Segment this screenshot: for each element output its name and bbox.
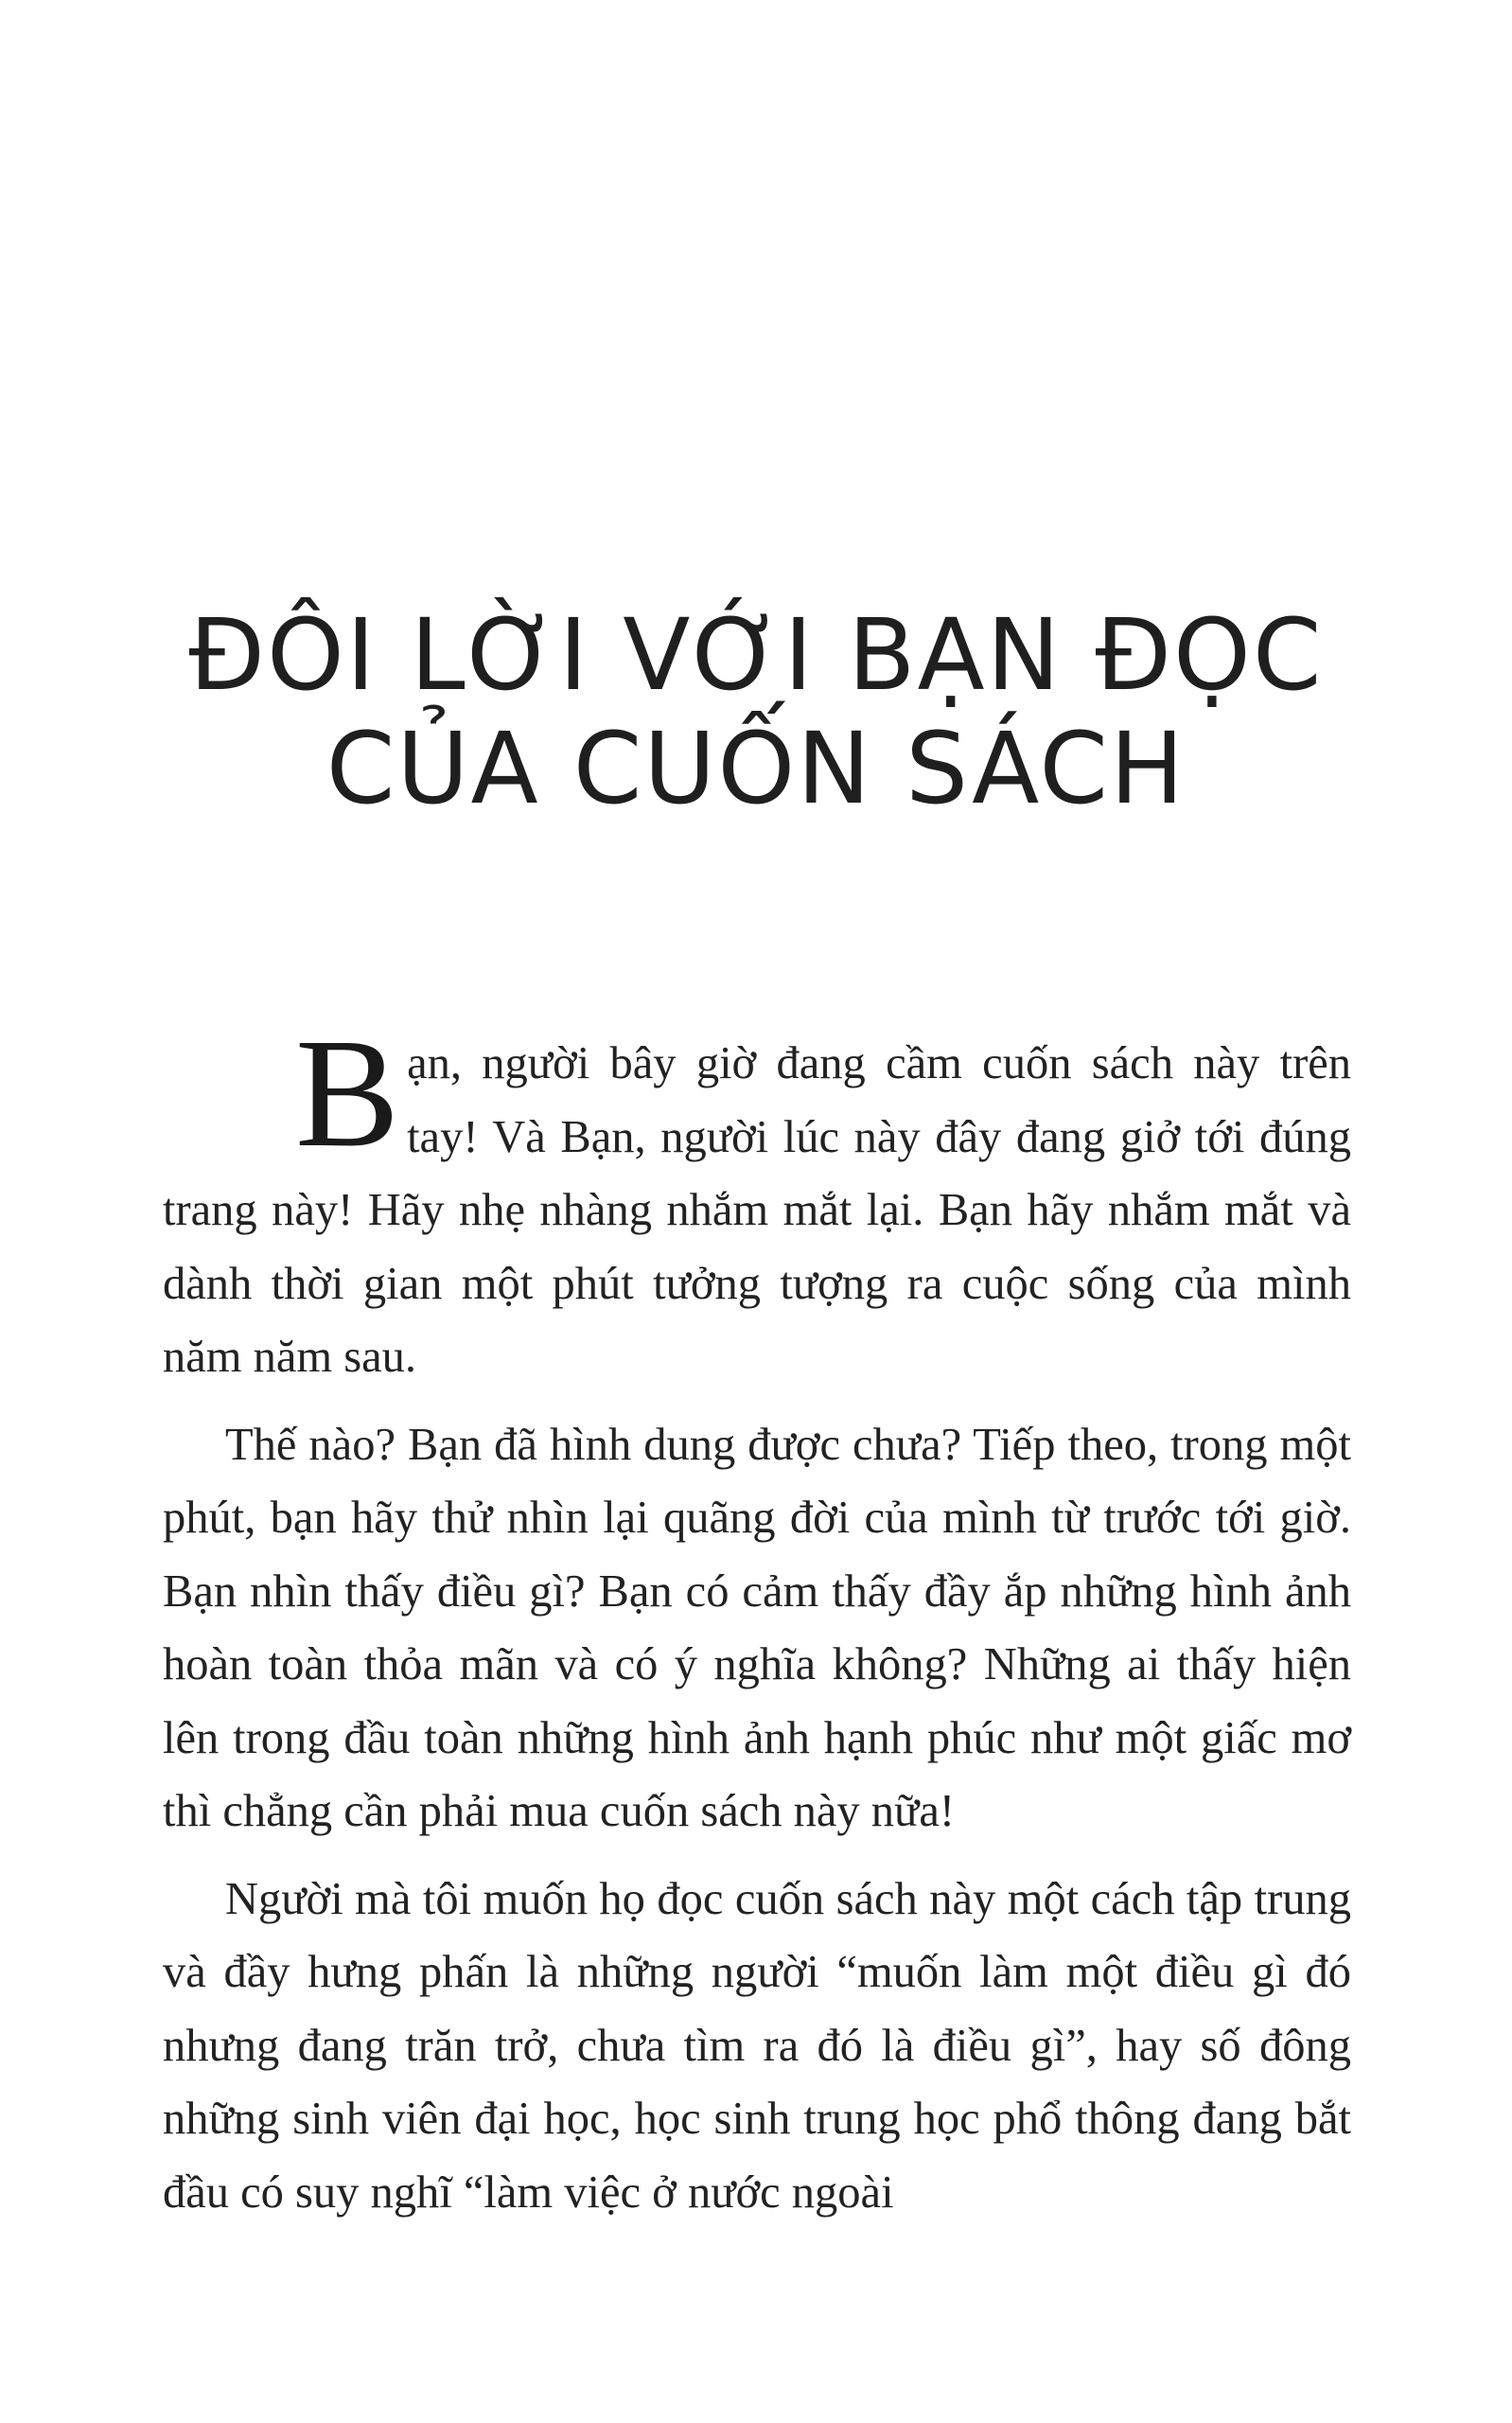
paragraph-1 — [163, 1006, 1351, 1394]
paragraph-1-text: ạn, người bây giờ đang cầm cuốn sách này trên tay! Và Bạn, người lúc này đây đang giở tới đúng trang này! Hãy nhẹ nhàng nhắm mắt lại. Bạn hãy nhắm mắt và dành thời gian một phút tưởng tượng ra cuộc sống của mình năm năm sau. — [163, 1038, 1351, 1382]
drop-cap: B — [295, 1006, 400, 1179]
body-text — [163, 1006, 1351, 2229]
paragraph-3: Người mà tôi muốn họ đọc cuốn sách này một cách tập trung và đầy hưng phấn là những người “muốn làm một điều gì đó nhưng đang trăn trở, chưa tìm ra đó là điều gì”, hay số đông những sinh viên đại học, học sinh trung học phổ thông đang bắt đầu có suy nghĩ “làm việc ở nước ngoài — [163, 1873, 1351, 2218]
paragraph-2: Thế nào? Bạn đã hình dung được chưa? Tiếp theo, trong một phút, bạn hãy thử nhìn lại quãng đời của mình từ trước tới giờ. Bạn nhìn thấy điều gì? Bạn có cảm thấy đầy ắp những hình ảnh hoàn toàn thỏa mãn và có ý nghĩa không? Những ai thấy hiện lên trong đầu toàn những hình ảnh hạnh phúc như một giấc mơ thì chẳng cần phải mua cuốn sách này nữa! — [163, 1419, 1351, 1836]
chapter-title-line-2: CỦA CUỐN SÁCH — [325, 711, 1187, 826]
chapter-title-line-1: ĐÔI LỜI VỚI BẠN ĐỌC — [188, 597, 1324, 713]
